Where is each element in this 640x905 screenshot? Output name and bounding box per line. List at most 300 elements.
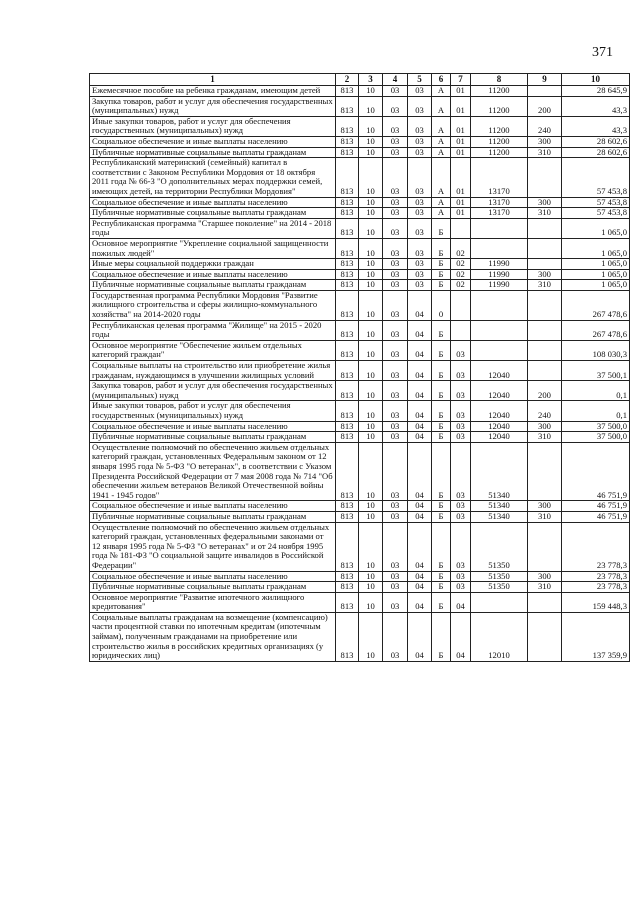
code-cell: Б: [432, 218, 451, 238]
code-cell: Б: [432, 612, 451, 661]
code-cell: [471, 592, 528, 612]
code-cell: 11200: [471, 96, 528, 116]
code-cell: 03: [383, 442, 408, 501]
row-name-cell: Государственная программа Республики Мордовия "Развитие жилищного строительства и сферы жилищно-коммунального хозяйства" на 2014-2020 годы: [90, 290, 336, 320]
code-cell: 10: [359, 259, 383, 270]
code-cell: 11200: [471, 147, 528, 158]
code-cell: [528, 522, 562, 571]
code-cell: 10: [359, 421, 383, 432]
row-name-cell: Основное мероприятие "Развитие ипотечного жилищного кредитования": [90, 592, 336, 612]
code-cell: 10: [359, 592, 383, 612]
code-cell: 813: [336, 501, 359, 512]
row-name-cell: Республиканская целевая программа "Жилище" на 2015 - 2020 годы: [90, 320, 336, 340]
table-row: [90, 361, 630, 381]
row-name-cell: Социальное обеспечение и иные выплаты населению: [90, 136, 336, 147]
code-cell: 03: [408, 147, 432, 158]
code-cell: 03: [383, 136, 408, 147]
code-cell: 813: [336, 320, 359, 340]
column-header: 1: [90, 74, 336, 86]
code-cell: 300: [528, 197, 562, 208]
code-cell: 01: [451, 86, 471, 97]
code-cell: Б: [432, 501, 451, 512]
code-cell: 11990: [471, 259, 528, 270]
amount-cell: 57 453,8: [562, 158, 630, 197]
code-cell: 03: [383, 571, 408, 582]
budget-table: [89, 73, 630, 662]
code-cell: 240: [528, 401, 562, 421]
column-header: 5: [408, 74, 432, 86]
code-cell: 03: [451, 401, 471, 421]
code-cell: 04: [408, 381, 432, 401]
code-cell: [528, 361, 562, 381]
code-cell: [528, 612, 562, 661]
code-cell: [528, 259, 562, 270]
code-cell: 02: [451, 238, 471, 258]
code-cell: 10: [359, 501, 383, 512]
amount-cell: 37 500,1: [562, 361, 630, 381]
code-cell: 03: [408, 208, 432, 219]
amount-cell: 1 065,0: [562, 218, 630, 238]
table-row: [90, 218, 630, 238]
row-name-cell: Публичные нормативные социальные выплаты гражданам: [90, 432, 336, 443]
code-cell: 03: [383, 218, 408, 238]
code-cell: 310: [528, 280, 562, 291]
table-row: [90, 208, 630, 219]
code-cell: [528, 86, 562, 97]
code-cell: 11200: [471, 86, 528, 97]
table-row: [90, 401, 630, 421]
table-row: [90, 259, 630, 270]
row-name-cell: Социальные выплаты гражданам на возмещение (компенсацию) части процентной ставки по ипотечным кредитам (ипотечным займам), полученным гражданами на приобретение или строительство жилья в российских кредитных организациях (у юридических лиц): [90, 612, 336, 661]
code-cell: А: [432, 116, 451, 136]
code-cell: 240: [528, 116, 562, 136]
code-cell: А: [432, 208, 451, 219]
code-cell: 10: [359, 612, 383, 661]
table-row: [90, 197, 630, 208]
amount-cell: 46 751,9: [562, 501, 630, 512]
column-header: 2: [336, 74, 359, 86]
code-cell: 03: [383, 582, 408, 593]
row-name-cell: Осуществление полномочий по обеспечению жильем отдельных категорий граждан, установленных федеральными законами от 12 января 1995 года № 5-ФЗ "О ветеранах" и от 24 ноября 1995 года № 181-ФЗ "О социальной защите инвалидов в Российской Федерации": [90, 522, 336, 571]
code-cell: 12010: [471, 612, 528, 661]
code-cell: 813: [336, 401, 359, 421]
code-cell: 01: [451, 96, 471, 116]
code-cell: 813: [336, 116, 359, 136]
row-name-cell: Социальные выплаты на строительство или приобретение жилья гражданам, нуждающимся в улучшении жилищных условий: [90, 361, 336, 381]
row-name-cell: Основное мероприятие "Укрепление социальной защищенности пожилых людей": [90, 238, 336, 258]
code-cell: 03: [451, 522, 471, 571]
code-cell: 01: [451, 197, 471, 208]
code-cell: А: [432, 197, 451, 208]
code-cell: 03: [408, 116, 432, 136]
code-cell: 10: [359, 401, 383, 421]
page-number: 371: [592, 45, 613, 60]
table-row: [90, 592, 630, 612]
code-cell: 03: [383, 320, 408, 340]
code-cell: 04: [408, 432, 432, 443]
row-name-cell: Социальное обеспечение и иные выплаты населению: [90, 197, 336, 208]
code-cell: 10: [359, 361, 383, 381]
code-cell: 310: [528, 208, 562, 219]
code-cell: Б: [432, 592, 451, 612]
amount-cell: 28 602,6: [562, 136, 630, 147]
amount-cell: 23 778,3: [562, 582, 630, 593]
code-cell: 04: [408, 511, 432, 522]
code-cell: 813: [336, 259, 359, 270]
code-cell: 03: [451, 432, 471, 443]
code-cell: 51340: [471, 511, 528, 522]
amount-cell: 0,1: [562, 401, 630, 421]
amount-cell: 23 778,3: [562, 522, 630, 571]
amount-cell: 267 478,6: [562, 320, 630, 340]
code-cell: Б: [432, 381, 451, 401]
code-cell: 04: [408, 612, 432, 661]
row-name-cell: Иные закупки товаров, работ и услуг для обеспечения государственных (муниципальных) нужд: [90, 116, 336, 136]
code-cell: 03: [383, 361, 408, 381]
code-cell: 03: [383, 238, 408, 258]
code-cell: А: [432, 86, 451, 97]
code-cell: 813: [336, 421, 359, 432]
code-cell: 01: [451, 116, 471, 136]
row-name-cell: Иные закупки товаров, работ и услуг для обеспечения государственных (муниципальных) нужд: [90, 401, 336, 421]
code-cell: [451, 218, 471, 238]
table-header-row: [90, 74, 630, 86]
code-cell: 10: [359, 582, 383, 593]
table-row: [90, 442, 630, 501]
column-header: 8: [471, 74, 528, 86]
code-cell: 11200: [471, 136, 528, 147]
table-row: [90, 269, 630, 280]
code-cell: 10: [359, 218, 383, 238]
code-cell: 10: [359, 571, 383, 582]
table-row: [90, 582, 630, 593]
amount-cell: 37 500,0: [562, 432, 630, 443]
code-cell: [471, 218, 528, 238]
row-name-cell: Публичные нормативные социальные выплаты гражданам: [90, 511, 336, 522]
code-cell: 310: [528, 147, 562, 158]
amount-cell: 267 478,6: [562, 290, 630, 320]
code-cell: 310: [528, 432, 562, 443]
code-cell: А: [432, 158, 451, 197]
code-cell: 04: [408, 361, 432, 381]
code-cell: 02: [451, 269, 471, 280]
code-cell: 813: [336, 96, 359, 116]
amount-cell: 43,3: [562, 116, 630, 136]
code-cell: 03: [383, 290, 408, 320]
code-cell: 51350: [471, 571, 528, 582]
code-cell: 813: [336, 280, 359, 291]
row-name-cell: Социальное обеспечение и иные выплаты населению: [90, 269, 336, 280]
amount-cell: 159 448,3: [562, 592, 630, 612]
code-cell: 03: [408, 269, 432, 280]
row-name-cell: Социальное обеспечение и иные выплаты населению: [90, 501, 336, 512]
table-row: [90, 158, 630, 197]
amount-cell: 108 030,3: [562, 340, 630, 360]
code-cell: 813: [336, 290, 359, 320]
code-cell: Б: [432, 280, 451, 291]
code-cell: 10: [359, 290, 383, 320]
code-cell: 03: [408, 197, 432, 208]
code-cell: 10: [359, 511, 383, 522]
table-row: [90, 522, 630, 571]
code-cell: 10: [359, 158, 383, 197]
code-cell: 04: [408, 320, 432, 340]
code-cell: 03: [451, 340, 471, 360]
amount-cell: 37 500,0: [562, 421, 630, 432]
code-cell: 10: [359, 238, 383, 258]
amount-cell: 1 065,0: [562, 259, 630, 270]
code-cell: 310: [528, 511, 562, 522]
code-cell: Б: [432, 320, 451, 340]
code-cell: 13170: [471, 158, 528, 197]
code-cell: 11200: [471, 116, 528, 136]
code-cell: 03: [383, 280, 408, 291]
code-cell: Б: [432, 401, 451, 421]
code-cell: 10: [359, 96, 383, 116]
amount-cell: 23 778,3: [562, 571, 630, 582]
column-header: 9: [528, 74, 562, 86]
code-cell: 10: [359, 432, 383, 443]
code-cell: 03: [451, 501, 471, 512]
code-cell: А: [432, 136, 451, 147]
code-cell: 300: [528, 269, 562, 280]
code-cell: 01: [451, 158, 471, 197]
code-cell: 813: [336, 361, 359, 381]
code-cell: 51350: [471, 582, 528, 593]
column-header: 6: [432, 74, 451, 86]
code-cell: 03: [451, 361, 471, 381]
code-cell: 03: [383, 522, 408, 571]
code-cell: 813: [336, 136, 359, 147]
code-cell: [528, 592, 562, 612]
code-cell: 03: [408, 218, 432, 238]
code-cell: 03: [383, 432, 408, 443]
code-cell: Б: [432, 361, 451, 381]
amount-cell: 0,1: [562, 381, 630, 401]
amount-cell: 137 359,9: [562, 612, 630, 661]
code-cell: Б: [432, 340, 451, 360]
code-cell: Б: [432, 238, 451, 258]
code-cell: 10: [359, 208, 383, 219]
code-cell: 813: [336, 511, 359, 522]
code-cell: 04: [408, 582, 432, 593]
row-name-cell: Социальное обеспечение и иные выплаты населению: [90, 421, 336, 432]
code-cell: 03: [408, 136, 432, 147]
code-cell: 10: [359, 136, 383, 147]
code-cell: 03: [408, 280, 432, 291]
code-cell: [451, 320, 471, 340]
code-cell: [528, 340, 562, 360]
code-cell: 10: [359, 197, 383, 208]
code-cell: [471, 320, 528, 340]
code-cell: 04: [408, 592, 432, 612]
code-cell: 03: [383, 147, 408, 158]
code-cell: 300: [528, 136, 562, 147]
code-cell: 10: [359, 381, 383, 401]
code-cell: 813: [336, 340, 359, 360]
code-cell: 02: [451, 259, 471, 270]
code-cell: Б: [432, 571, 451, 582]
code-cell: 10: [359, 147, 383, 158]
code-cell: 813: [336, 442, 359, 501]
code-cell: 11990: [471, 269, 528, 280]
row-name-cell: Публичные нормативные социальные выплаты гражданам: [90, 280, 336, 291]
code-cell: [471, 290, 528, 320]
table-row: [90, 280, 630, 291]
table-row: [90, 501, 630, 512]
code-cell: Б: [432, 582, 451, 593]
code-cell: 0: [432, 290, 451, 320]
code-cell: 03: [451, 582, 471, 593]
code-cell: 200: [528, 381, 562, 401]
code-cell: 04: [408, 290, 432, 320]
amount-cell: 1 065,0: [562, 280, 630, 291]
code-cell: 03: [383, 208, 408, 219]
code-cell: Б: [432, 511, 451, 522]
code-cell: 03: [451, 381, 471, 401]
column-header: 7: [451, 74, 471, 86]
row-name-cell: Социальное обеспечение и иные выплаты населению: [90, 571, 336, 582]
code-cell: 300: [528, 501, 562, 512]
code-cell: 10: [359, 522, 383, 571]
code-cell: 813: [336, 381, 359, 401]
column-header: 3: [359, 74, 383, 86]
row-name-cell: Публичные нормативные социальные выплаты гражданам: [90, 208, 336, 219]
code-cell: 03: [383, 96, 408, 116]
code-cell: 12040: [471, 432, 528, 443]
amount-cell: 46 751,9: [562, 442, 630, 501]
column-header: 4: [383, 74, 408, 86]
row-name-cell: Республиканская программа "Старшее поколение" на 2014 - 2018 годы: [90, 218, 336, 238]
code-cell: 11990: [471, 280, 528, 291]
row-name-cell: Ежемесячное пособие на ребенка гражданам, имеющим детей: [90, 86, 336, 97]
code-cell: [451, 290, 471, 320]
table-row: [90, 116, 630, 136]
row-name-cell: Публичные нормативные социальные выплаты гражданам: [90, 582, 336, 593]
code-cell: 12040: [471, 381, 528, 401]
code-cell: 813: [336, 432, 359, 443]
code-cell: 51340: [471, 442, 528, 501]
code-cell: 03: [451, 571, 471, 582]
code-cell: А: [432, 96, 451, 116]
table-row: [90, 381, 630, 401]
table-row: [90, 421, 630, 432]
amount-cell: 28 602,6: [562, 147, 630, 158]
row-name-cell: Закупка товаров, работ и услуг для обеспечения государственных (муниципальных) нужд: [90, 381, 336, 401]
table-row: [90, 612, 630, 661]
code-cell: 300: [528, 571, 562, 582]
code-cell: 01: [451, 147, 471, 158]
code-cell: [528, 320, 562, 340]
code-cell: 02: [451, 280, 471, 291]
code-cell: 03: [451, 511, 471, 522]
code-cell: 12040: [471, 401, 528, 421]
code-cell: 10: [359, 86, 383, 97]
code-cell: 03: [383, 259, 408, 270]
code-cell: 200: [528, 96, 562, 116]
code-cell: 813: [336, 269, 359, 280]
code-cell: 04: [408, 442, 432, 501]
code-cell: 04: [451, 592, 471, 612]
code-cell: 04: [451, 612, 471, 661]
code-cell: 04: [408, 501, 432, 512]
table-row: [90, 86, 630, 97]
table-row: [90, 147, 630, 158]
code-cell: 813: [336, 86, 359, 97]
code-cell: [528, 238, 562, 258]
table-row: [90, 238, 630, 258]
code-cell: Б: [432, 442, 451, 501]
row-name-cell: Закупка товаров, работ и услуг для обеспечения государственных (муниципальных) нужд: [90, 96, 336, 116]
row-name-cell: Публичные нормативные социальные выплаты гражданам: [90, 147, 336, 158]
code-cell: 03: [383, 269, 408, 280]
code-cell: 813: [336, 238, 359, 258]
code-cell: 04: [408, 522, 432, 571]
code-cell: [528, 290, 562, 320]
code-cell: 03: [383, 158, 408, 197]
code-cell: Б: [432, 421, 451, 432]
code-cell: 10: [359, 269, 383, 280]
code-cell: [471, 340, 528, 360]
code-cell: 10: [359, 442, 383, 501]
code-cell: Б: [432, 259, 451, 270]
code-cell: 13170: [471, 197, 528, 208]
code-cell: 04: [408, 401, 432, 421]
row-name-cell: Республиканский материнский (семейный) капитал в соответствии с Законом Республики Мордовия от 18 октября 2011 года № 66-З "О дополнительных мерах поддержки семей, имеющих детей, на территории Республики Мордовия": [90, 158, 336, 197]
table-row: [90, 571, 630, 582]
code-cell: 813: [336, 592, 359, 612]
code-cell: 12040: [471, 361, 528, 381]
amount-cell: 28 645,9: [562, 86, 630, 97]
code-cell: 813: [336, 208, 359, 219]
code-cell: 813: [336, 571, 359, 582]
code-cell: 03: [383, 197, 408, 208]
code-cell: 03: [408, 86, 432, 97]
code-cell: 13170: [471, 208, 528, 219]
code-cell: 03: [383, 592, 408, 612]
code-cell: 03: [383, 86, 408, 97]
code-cell: 03: [383, 612, 408, 661]
code-cell: Б: [432, 269, 451, 280]
code-cell: 03: [408, 238, 432, 258]
code-cell: 03: [383, 501, 408, 512]
amount-cell: 43,3: [562, 96, 630, 116]
code-cell: 03: [383, 381, 408, 401]
column-header: 10: [562, 74, 630, 86]
code-cell: 03: [408, 96, 432, 116]
code-cell: [471, 238, 528, 258]
code-cell: 813: [336, 218, 359, 238]
code-cell: 10: [359, 280, 383, 291]
code-cell: 01: [451, 136, 471, 147]
row-name-cell: Иные меры социальной поддержки граждан: [90, 259, 336, 270]
code-cell: 10: [359, 340, 383, 360]
amount-cell: 46 751,9: [562, 511, 630, 522]
code-cell: 813: [336, 147, 359, 158]
row-name-cell: Осуществление полномочий по обеспечению жильем отдельных категорий граждан, установленных Федеральным законом от 12 января 1995 года № 5-ФЗ "О ветеранах", в соответствии с Указом Президента Российской Федерации от 7 мая 2008 года № 714 "Об обеспечении жильем ветеранов Великой Отечественной войны 1941 - 1945 годов": [90, 442, 336, 501]
code-cell: 03: [383, 511, 408, 522]
code-cell: А: [432, 147, 451, 158]
code-cell: 04: [408, 340, 432, 360]
amount-cell: 1 065,0: [562, 238, 630, 258]
code-cell: Б: [432, 522, 451, 571]
amount-cell: 57 453,8: [562, 208, 630, 219]
table-row: [90, 511, 630, 522]
code-cell: 310: [528, 582, 562, 593]
code-cell: 03: [451, 421, 471, 432]
code-cell: 03: [383, 340, 408, 360]
code-cell: 813: [336, 158, 359, 197]
